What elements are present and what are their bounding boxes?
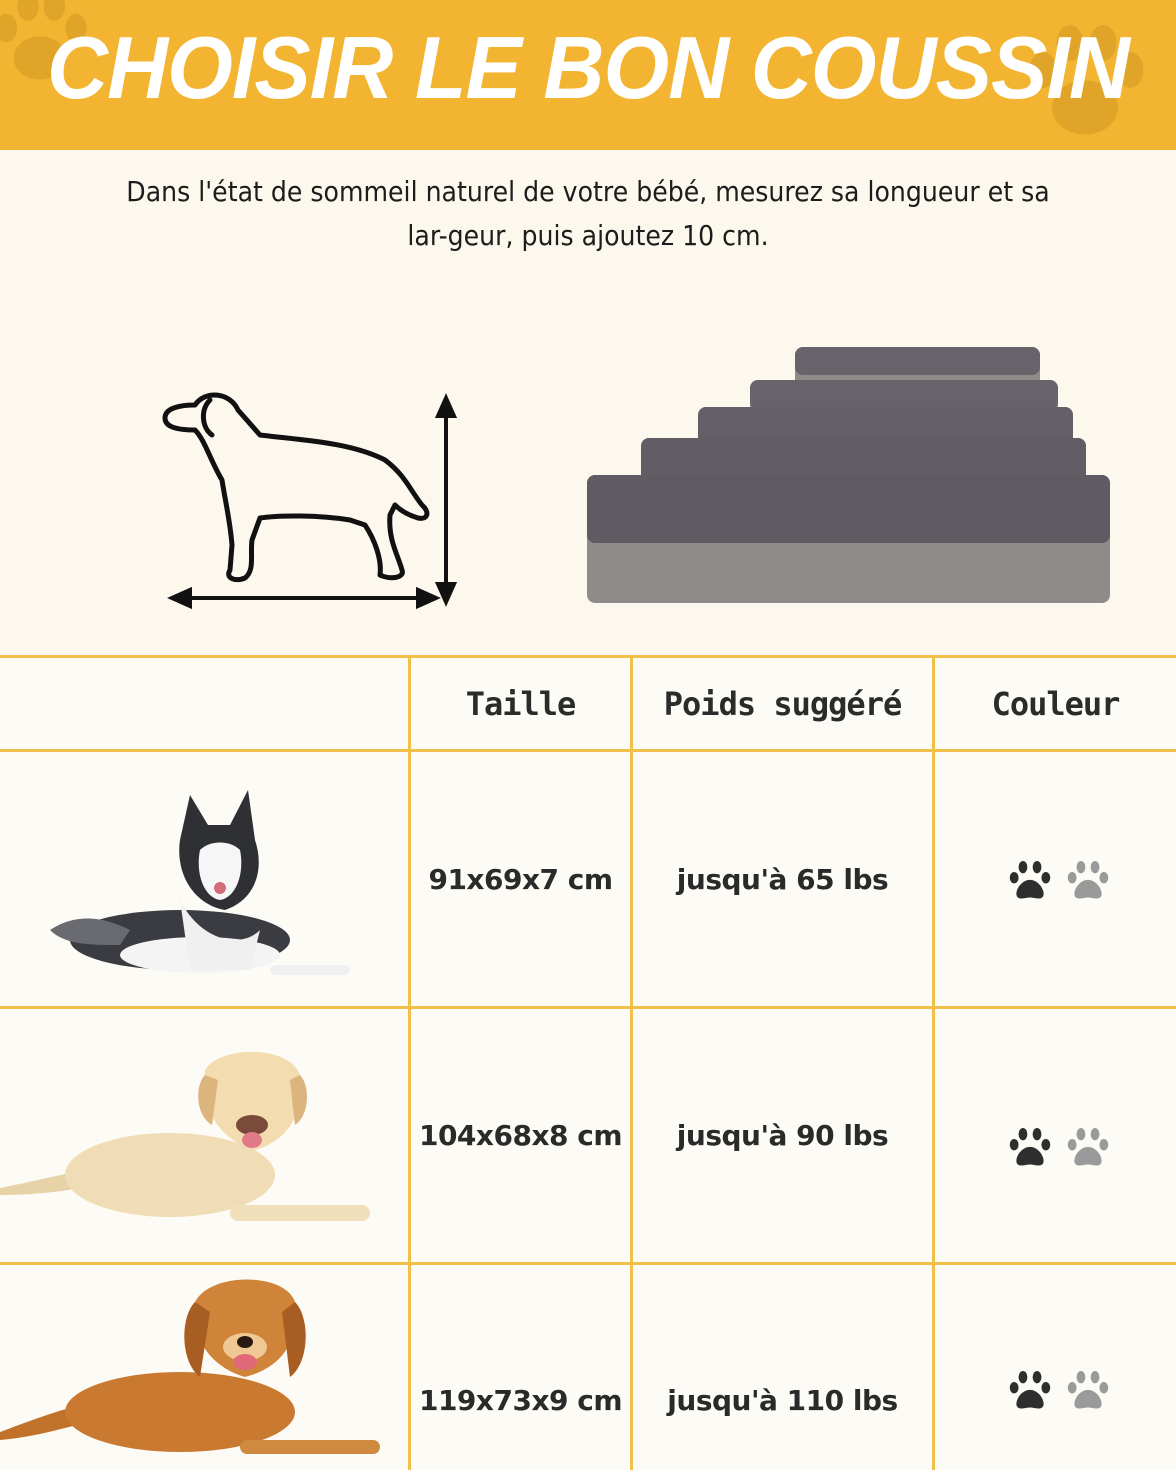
dog-measurement-illustration xyxy=(150,380,470,620)
size-value: 91x69x7 cm xyxy=(428,862,613,896)
weight-value: jusqu'à 90 lbs xyxy=(676,1119,889,1152)
weight-value: jusqu'à 65 lbs xyxy=(676,862,889,896)
color-options xyxy=(1008,860,1110,902)
header-banner xyxy=(0,0,1176,150)
cushion-stack-image xyxy=(575,335,1125,620)
size-value: 119x73x9 cm xyxy=(418,1383,623,1417)
labrador-photo xyxy=(0,1040,380,1235)
paw-dark-gray-icon xyxy=(1008,1370,1052,1412)
color-options xyxy=(1008,1127,1110,1169)
page-title: CHOISIR LE BON COUSSIN xyxy=(47,18,1129,117)
paw-light-gray-icon xyxy=(1066,860,1110,902)
paw-light-gray-icon xyxy=(1066,1370,1110,1412)
husky-photo xyxy=(30,780,360,990)
size-value: 104x68x8 cm xyxy=(418,1119,623,1152)
header-color: Couleur xyxy=(991,685,1120,723)
header-size: Taille xyxy=(465,685,576,723)
color-options xyxy=(1008,1370,1110,1412)
paw-dark-gray-icon xyxy=(1008,1127,1052,1169)
measuring-instruction: Dans l'état de sommeil naturel de votre bébé, mesurez sa longueur et sa lar-geur, puis ajoutez 10 cm. xyxy=(126,175,1050,252)
paw-dark-gray-icon xyxy=(1008,860,1052,902)
header-weight: Poids suggéré xyxy=(663,685,902,723)
table-grid-line xyxy=(932,655,935,1470)
paw-light-gray-icon xyxy=(1066,1127,1110,1169)
weight-value: jusqu'à 110 lbs xyxy=(667,1383,898,1417)
header-image xyxy=(0,658,408,750)
golden-retriever-photo xyxy=(0,1272,390,1462)
